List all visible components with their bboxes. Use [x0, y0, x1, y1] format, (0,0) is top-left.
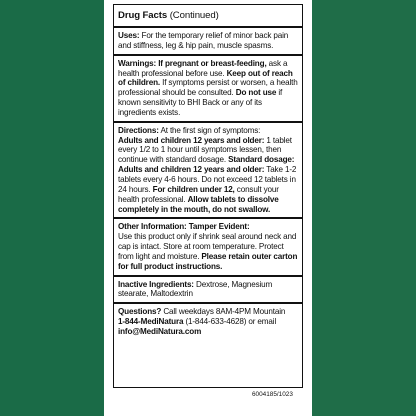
- warnings-keep-out: Keep out of reach of children.: [118, 68, 293, 88]
- directions-standard-text: Take 1-2 tablets every 4-6 hours. Do not exceed 12 tablets in 24 hours.: [118, 165, 297, 194]
- directions-intro: At the first sign of symptoms:: [160, 125, 261, 135]
- title-continued: (Continued): [169, 10, 219, 21]
- directions-children-under-12: For children under 12,: [152, 184, 235, 194]
- inactive-text: Dextrose, Magnesium stearate, Maltodextrin: [118, 279, 273, 299]
- questions-email: info@MediNatura.com: [118, 326, 202, 336]
- inactive-section: [118, 277, 298, 303]
- warnings-pregnant: If pregnant or breast-feeding,: [158, 58, 267, 68]
- directions-heading: Directions:: [118, 125, 159, 135]
- lot-code: 6004185/1023: [252, 391, 293, 398]
- other-info-section: [118, 219, 298, 274]
- directions-adults: Adults and children 12 years and older:: [118, 135, 265, 145]
- drug-facts-box: [113, 4, 303, 388]
- other-info-text: Use this product only if shrink seal around neck and cap is intact. Store at room temperature. Protect from light and moisture.: [118, 232, 297, 261]
- questions-phone: 1-844-MediNatura: [118, 317, 184, 327]
- warnings-heading: Warnings:: [118, 58, 157, 68]
- directions-section: [118, 123, 298, 218]
- directions-dissolve: Allow tablets to dissolve completely in the mouth, do not swallow.: [118, 194, 279, 214]
- questions-text: Call weekdays 8AM-4PM Mountain: [163, 307, 286, 317]
- directions-adults-text: 1 tablet every 1/2 to 1 hour until symptoms lessen, then continue with standard dosage.: [118, 135, 292, 165]
- uses-section: [118, 28, 298, 54]
- warnings-do-not-use: Do not use: [235, 88, 277, 98]
- uses-heading: Uses:: [118, 31, 140, 40]
- directions-standard: Standard dosage: Adults and children 12 years and older:: [118, 155, 295, 175]
- drug-facts-title: [118, 10, 298, 22]
- questions-heading: Questions?: [118, 307, 162, 317]
- warnings-pregnant-text: ask a health professional before use.: [118, 58, 288, 78]
- right-green-panel: [312, 0, 416, 416]
- questions-phone-alt: (1-844-633-4628) or email: [185, 317, 277, 327]
- other-info-retain: Please retain outer carton for full product instructions.: [118, 251, 298, 271]
- title-label: Drug Facts: [118, 10, 168, 21]
- uses-text: For the temporary relief of minor back pain and stiffness, leg & hip pain, muscle spasms.: [118, 31, 289, 50]
- warnings-keep-out-text: If symptoms persist or worsen, a health professional should be consulted.: [118, 78, 298, 98]
- warnings-section: [118, 56, 298, 121]
- questions-section: [118, 304, 298, 340]
- left-green-panel: [0, 0, 104, 416]
- inactive-heading: Inactive Ingredients:: [118, 279, 194, 289]
- warnings-do-not-use-text: if known sensitivity to BHI Back or any of its ingredients exists.: [118, 88, 283, 117]
- directions-children-text: consult your health professional.: [118, 184, 279, 204]
- other-info-heading: Other Information: Tamper Evident:: [118, 222, 250, 232]
